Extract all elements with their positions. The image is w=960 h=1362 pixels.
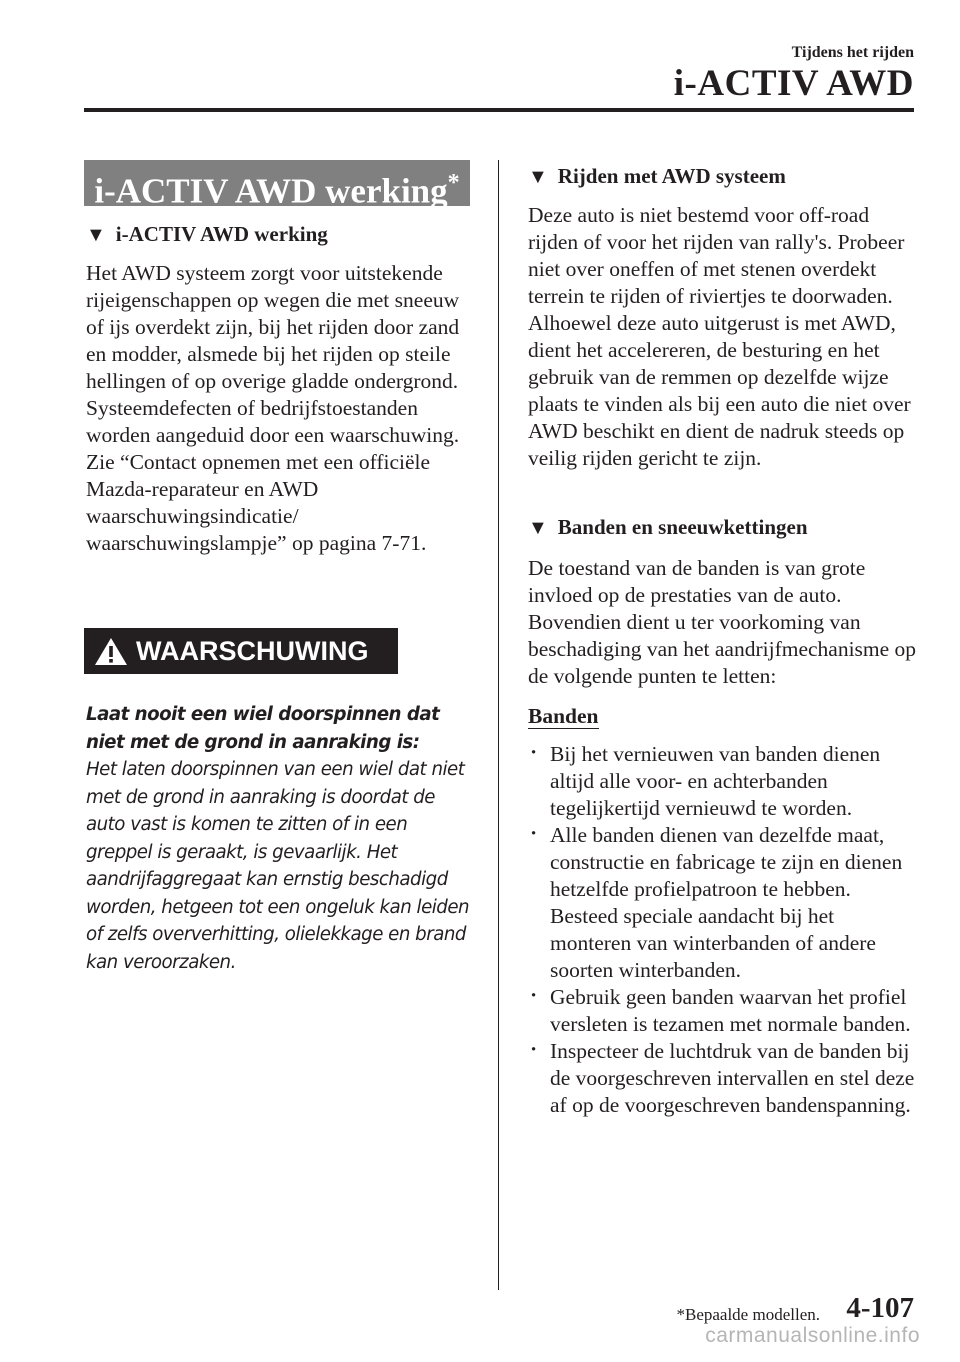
right-heading-2 (528, 513, 808, 542)
chapter-title: Tijdens het rijden (791, 44, 914, 61)
paragraph: Deze auto is niet bestemd voor off-road rijden of voor het rijden van rally's. Probeer niet over oneffen of met stenen overdekt terrein te rijden of riviertjes te doorwaden. (528, 203, 905, 308)
warning-text (86, 701, 476, 976)
paragraph: Zie “Contact opnemen met een officiële Mazda-reparateur en AWD waarschuwingsindicatie/ waarschuwingslampje” op pagina 7-71. (86, 450, 431, 555)
list-item: · Gebruik geen banden waarvan het profiel versleten is tezamen met normale banden. (530, 984, 920, 1038)
paragraph: Alhoewel deze auto uitgerust is met AWD, dient het accelereren, de besturing en het gebruik van de remmen op dezelfde wijze plaats te vinden als bij een auto die niet over AWD beschikt en dient de nadruk steeds op veilig rijden gericht te zijn. (528, 311, 911, 470)
banden-label: Banden (528, 704, 599, 728)
triangle-bullet-icon: ▼ (528, 517, 548, 539)
right-body-1 (528, 202, 920, 472)
left-heading-text: i-ACTIV AWD werking (115, 222, 328, 246)
triangle-bullet-icon: ▼ (528, 166, 548, 188)
list-item: · Alle banden dienen van dezelfde maat, constructie en fabricage te zijn en dienen hetzelfde profielpatroon te hebben. Besteed speciale aandacht bij het monteren van winterbanden of andere soorten winterbanden. (530, 822, 920, 984)
banden-list (530, 741, 920, 1119)
warning-body-text: Het laten doorspinnen van een wiel dat niet met de grond in aanraking is doordat de auto vast is komen te zitten of in een greppel is geraakt, is gevaarlijk. Het aandrijfaggregaat kan ernstig beschadigd worden, hetgeen tot een ongeluk kan leiden of zelfs oververhitting, olielekkage en brand kan veroorzaken. (86, 759, 470, 973)
section-header: i-ACTIV AWD (673, 63, 914, 104)
paragraph: Systeemdefecten of bedrijfstoestanden worden aangeduid door een waarschuwing. (86, 396, 460, 447)
left-heading (86, 220, 328, 249)
footnote: *Bepaalde modellen. (676, 1305, 820, 1324)
right-heading-1 (528, 162, 786, 191)
header-rule (84, 108, 914, 112)
paragraph: Het AWD systeem zorgt voor uitstekende rijeigenschappen op wegen die met sneeuw of ijs overdekt zijn, bij het rijden door zand en modder, alsmede bij het rijden op steile hellingen of op overige gladde ondergrond. (86, 261, 460, 393)
paragraph: De toestand van de banden is van grote invloed op de prestaties van de auto. Bovendien dient u ter voorkoming van beschadiging van het aandrijfmechanisme op de volgende punten te letten: (528, 556, 917, 688)
model-marker: * (447, 170, 460, 196)
list-item: · Bij het vernieuwen van banden dienen altijd alle voor- en achterbanden tegelijkertijd vernieuwd te worden. (530, 741, 920, 822)
list-item: · Inspecteer de luchtdruk van de banden bij de voorgeschreven intervallen en stel deze af op de voorgeschreven bandenspanning. (530, 1038, 920, 1119)
warning-icon (94, 637, 128, 666)
watermark: carmanualsonline.info (705, 1324, 920, 1347)
triangle-bullet-icon: ▼ (86, 224, 106, 246)
warning-label: WAARSCHUWING (136, 636, 369, 666)
section-title: i-ACTIV AWD werking (94, 171, 448, 211)
column-divider (498, 160, 499, 1290)
right-heading-2-text: Banden en sneeuwkettingen (557, 515, 808, 539)
page-number: 4-107 (846, 1292, 914, 1324)
warning-bold-text: Laat nooit een wiel doorspinnen dat niet met de grond in aanraking is: (86, 704, 440, 753)
left-body (86, 260, 476, 557)
warning-box (84, 628, 398, 674)
section-title-box (84, 160, 470, 211)
right-heading-1-text: Rijden met AWD systeem (557, 164, 786, 188)
right-body-2 (528, 555, 920, 690)
